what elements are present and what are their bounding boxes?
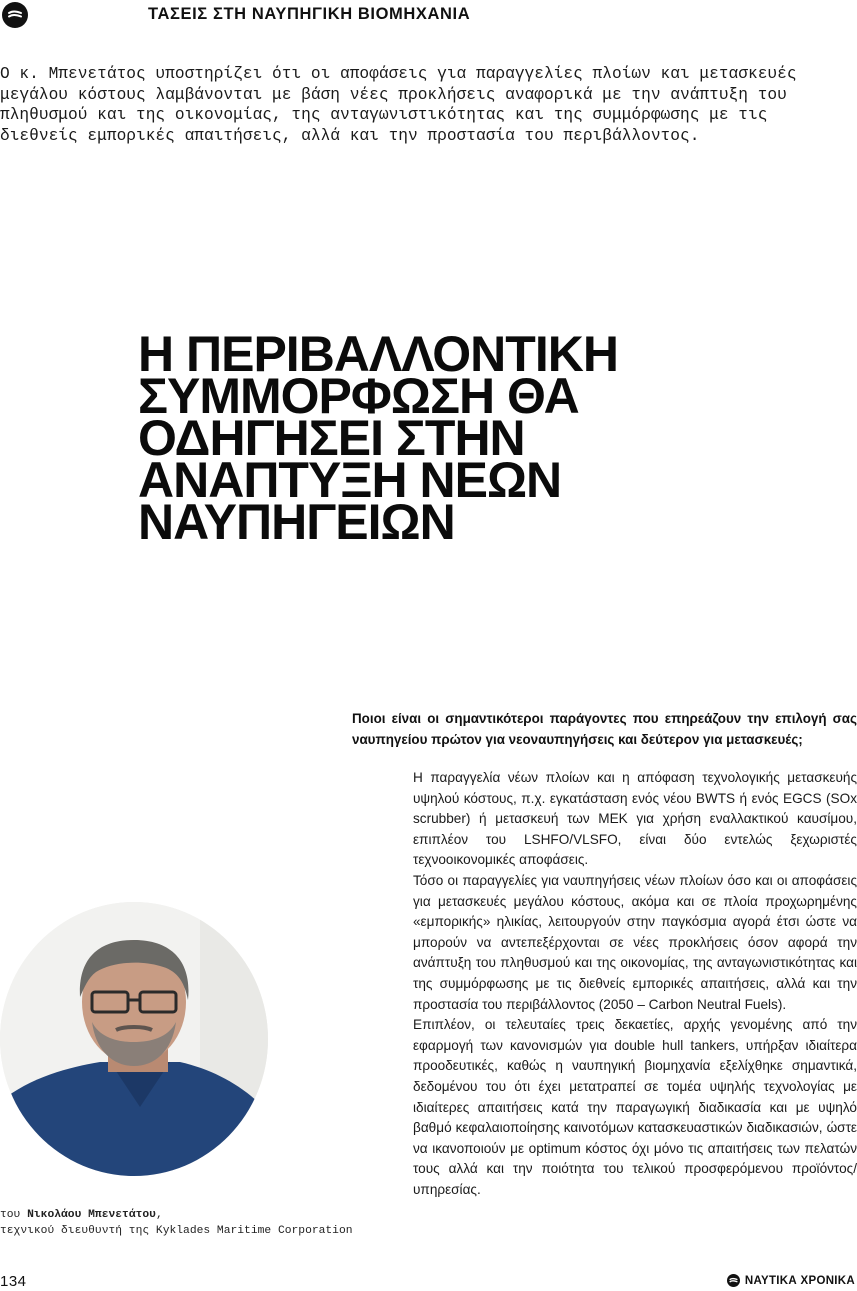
author-caption: [0, 1207, 353, 1239]
caption-name-line: [0, 1207, 345, 1223]
brand-logo-icon: [2, 2, 28, 28]
headline-line: ΝΑΥΠΗΓΕΙΩΝ: [138, 494, 455, 550]
caption-prefix: του: [0, 1209, 28, 1221]
answer-paragraph: Τόσο οι παραγγελίες για ναυπηγήσεις νέων πλοίων όσο και οι αποφάσεις για μετασκευές μεγάλου κόστους, ακόμα και σε πλοία προχωρημένης «εμπορικής» ηλικίας, λειτουργούν στην παγκόσμια αγορά έτσι ώστε να μπορούν να αντεπεξέρχονται σε νέες προκλήσεις όσον αφορά την ανάπτυξη του πληθυσμού και της οικονομίας, της ανταγωνιστικότητας και της συμμόρφωσης με τις διεθνείς εμπορικές απαιτήσεις, αλλά και την προστασία του περιβάλλοντος (2050 – Carbon Neutral Fuels).: [413, 872, 857, 1012]
wave-mark: [729, 1276, 738, 1285]
footer-brand: [727, 1274, 855, 1287]
article-headline: [138, 326, 838, 550]
brand-logo-icon: [727, 1274, 740, 1287]
headline-line: Η ΠΕΡΙΒΑΛΛΟΝΤΙΚΗ: [138, 326, 618, 382]
interview-answer: [413, 768, 857, 1200]
author-role: τεχνικού διευθυντή της Kyklades Maritime Corporation: [0, 1225, 353, 1237]
author-name: Νικολάου Μπενετάτου: [27, 1209, 156, 1221]
answer-paragraph: Η παραγγελία νέων πλοίων και η απόφαση τεχνολογικής μετασκευής υψηλού κόστους, π.χ. εγκατάσταση ενός νέου BWTS ή ενός EGCS (SOx scrubber) ή μετασκευή των ΜΕΚ για χρήση εναλλακτικού καυσίμου, επιπλέον του LSHFO/VLSFO, είναι δύο εντελώς ξεχωριστές τεχνοοικονομικές αποφάσεις.: [413, 770, 857, 868]
caption-suffix: ,: [155, 1209, 163, 1221]
headline-line: ΑΝΑΠΤΥΞΗ ΝΕΩΝ: [138, 452, 562, 508]
intro-paragraph: Ο κ. Μπενετάτος υποστηρίζει ότι οι αποφάσεις για παραγγελίες πλοίων και μετασκευές μεγάλου κόστους λαμβάνονται με βάση νέες προκλήσεις αναφορικά με την ανάπτυξη του πληθυσμού και της οικονομίας, της ανταγωνιστικότητας και της συμμόρφωσης με τις διεθνείς εμπορικές απαιτήσεις, αλλά και την προστασία του περιβάλλοντος.: [0, 65, 797, 145]
brand-name: ΝΑΥΤΙΚΑ ΧΡΟΝΙΚΑ: [744, 1274, 855, 1287]
author-photo: [0, 902, 268, 1176]
author-portrait: [0, 902, 268, 1176]
headline-line: ΣΥΜΜΟΡΦΩΣΗ ΘΑ: [138, 368, 579, 424]
answer-paragraph: Επιπλέον, οι τελευταίες τρεις δεκαετίες, αρχής γενομένης από την εφαρμογή των κανονισμών για double hull tankers, υπήρξαν ιδιαίτερα προοδευτικές, καθώς η ναυπηγική βιομηχανία εξελίχθηκε σημαντικά, δεδομένου του ότι έχει μετατραπεί σε τομέα υψηλής τεχνολογίας με ιδιαίτερες απαιτήσεις κατά την παραγωγική διαδικασία και με υψηλό βαθμό κεφαλαιοποίησης καινοτόμων κατασκευαστικών διαδικασιών, ώστε να ικανοποιούν με optimum κόστος όχι μόνο τις απαιτήσεις των πελατών τους αλλά και την ποιότητα του τελικού προσφερόμενου προϊόντος/υπηρεσίας.: [413, 1017, 857, 1197]
wave-mark: [7, 7, 23, 23]
page-number: 134: [0, 1273, 27, 1290]
interview-question: Ποιοι είναι οι σημαντικότεροι παράγοντες που επηρεάζουν την επιλογή σας ναυπηγείου πρώτον για νεοναυπηγήσεις και δεύτερον για μετασκευές;: [352, 711, 857, 747]
section-title: ΤΑΣΕΙΣ ΣΤΗ ΝΑΥΠΗΓΙΚΗ ΒΙΟΜΗΧΑΝΙΑ: [148, 5, 471, 23]
headline-line: ΟΔΗΓΗΣΕΙ ΣΤΗΝ: [138, 410, 525, 466]
